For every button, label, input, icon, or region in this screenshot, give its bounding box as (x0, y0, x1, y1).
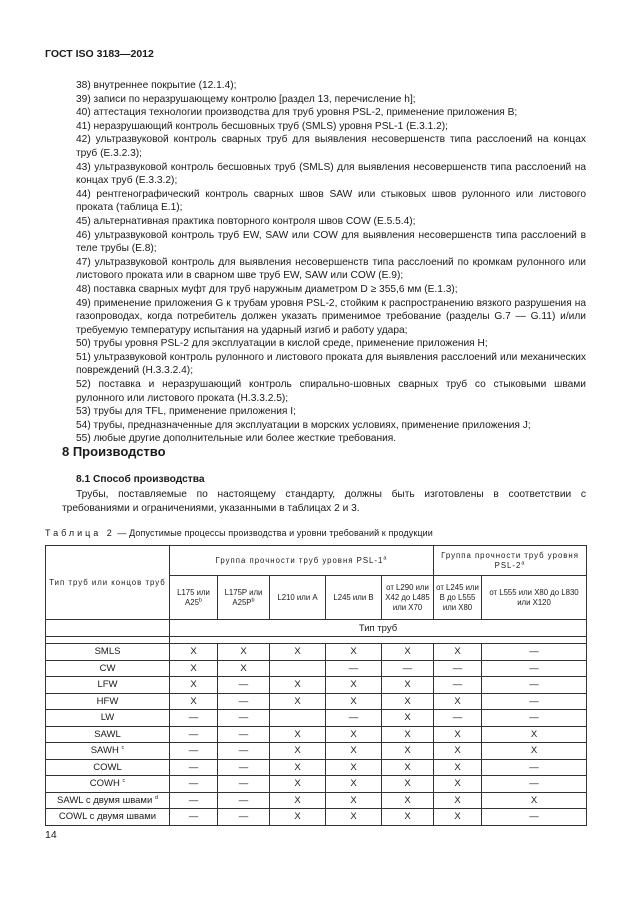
table-row (46, 792, 587, 809)
table-cell: X (326, 677, 382, 694)
table-cell: — (482, 759, 587, 776)
table-cell: X (434, 644, 482, 661)
table-cell: — (170, 710, 218, 727)
list-item: 48) поставка сварных муфт для труб наружным диаметром D ≥ 355,6 мм (E.1.3); (76, 283, 458, 295)
sub-header-text: от L245 или B до L555 или X80 (436, 582, 479, 612)
pipe-type-label: HFW (96, 695, 119, 707)
sub-header-text: L210 или A (277, 592, 318, 602)
table-cell: — (482, 693, 587, 710)
sub-header-text: от L555 или X80 до L830 или X120 (489, 587, 579, 607)
table-cell: X (382, 809, 434, 826)
table-cell: X (434, 693, 482, 710)
table-cell: — (218, 726, 270, 743)
table-cell: — (170, 809, 218, 826)
table-cell: — (326, 660, 382, 677)
table-cell: X (382, 644, 434, 661)
pipe-type-cell (46, 743, 170, 760)
list-item: 55) любые другие дополнительные или более жесткие требования. (76, 433, 397, 445)
table-cell: — (218, 677, 270, 694)
table-cell: X (482, 792, 587, 809)
table-cell: X (382, 726, 434, 743)
list-item: 41) неразрушающий контроль бесшовных труб (SMLS) уровня PSL-1 (E.3.1.2); (76, 120, 448, 132)
table-cell: X (326, 792, 382, 809)
pipe-type-cell (46, 759, 170, 776)
table-cell: — (482, 660, 587, 677)
table-cell (270, 660, 326, 677)
table-cell: X (382, 693, 434, 710)
pipe-type-cell (46, 693, 170, 710)
table-cell: — (382, 660, 434, 677)
sub-header-note: b (251, 596, 255, 603)
list-item: 54) трубы, предназначенные для эксплуатации в морских условиях, применение приложения J; (76, 419, 531, 431)
table-cell: X (170, 644, 218, 661)
table-cell: X (382, 743, 434, 760)
pipe-type-label: SMLS (94, 646, 121, 658)
psl2-header-text: Группа прочности труб уровня PSL-2 (441, 550, 579, 570)
table-cell: X (326, 809, 382, 826)
list-item: 47) ультразвуковой контроль для выявления несовершенств типа расслоений по кромкам рулонного или листового проката или в сварном шве труб EW, SAW или COW (E.9); (76, 256, 586, 282)
document-header: ГОСТ ISO 3183—2012 (45, 48, 154, 60)
sub-header-text: L175P или A25P (224, 587, 263, 607)
list-item: 38) внутреннее покрытие (12.1.4); (76, 80, 237, 91)
page-number: 14 (45, 829, 57, 841)
subhead-empty-cell (46, 620, 170, 637)
table-cell: X (326, 693, 382, 710)
pipe-type-label: COWH (89, 778, 120, 790)
pipe-type-label: COWL с двумя швами (58, 811, 157, 823)
table-cell: X (434, 726, 482, 743)
list-item: 51) ультразвуковой контроль рулонного и листового проката для выявления расслоений или механических повреждений (H.3.3.2.4); (76, 351, 586, 377)
table-cell: X (434, 776, 482, 793)
production-table (45, 545, 587, 826)
table-cell: — (482, 809, 587, 826)
sub-header-cell (482, 576, 587, 620)
subhead-label: Тип труб (170, 620, 587, 637)
sub-header-cell (434, 576, 482, 620)
list-item: 45) альтернативная практика повторного контроля швов COW (E.5.5.4); (76, 215, 416, 227)
list-item: 52) поставка и неразрушающий контроль спирально-шовных сварных труб со стыковыми швами рулонного или листового проката (H.3.3.2.5); (76, 379, 586, 404)
table-cell (270, 710, 326, 727)
table-cell: X (170, 677, 218, 694)
table-cell: X (270, 677, 326, 694)
table-cell: X (270, 644, 326, 661)
table-cell: X (482, 743, 587, 760)
table-cell: X (382, 677, 434, 694)
table-cell: — (218, 759, 270, 776)
table-cell: — (326, 710, 382, 727)
table-cell: X (270, 743, 326, 760)
table-cell: — (482, 776, 587, 793)
table-caption (45, 528, 433, 538)
table-cell: X (270, 809, 326, 826)
table-row (46, 677, 587, 694)
col-header-type: Тип труб или концов труб (46, 546, 170, 620)
pipe-type-cell (46, 660, 170, 677)
table-cell: — (218, 809, 270, 826)
table-row (46, 710, 587, 727)
table-cell: X (382, 776, 434, 793)
list-item: 40) аттестация технологии производства для труб уровня PSL-2, применение приложения B; (76, 107, 518, 119)
table-cell: — (434, 660, 482, 677)
gap-row (46, 637, 587, 644)
pipe-type-cell (46, 809, 170, 826)
list-item: 49) применение приложения G к трубам уровня PSL-2, стойким к распространению вязкого разрушения на газопроводах, когда потребитель должен указать применимое требование (разделы G.7 — G.11) и/или требуемую температуру испытания на ударный изгиб и работу удара; (76, 297, 586, 336)
list-item: 39) записи по неразрушающему контролю [раздел 13, перечисление h]; (76, 93, 416, 105)
subsection-title: 8.1 Способ производства (76, 474, 205, 485)
pipe-type-label: LW (100, 712, 115, 724)
table-row (46, 693, 587, 710)
table-cell: X (270, 693, 326, 710)
table-cell: X (326, 743, 382, 760)
table-row (46, 644, 587, 661)
table-cell: X (270, 792, 326, 809)
table-cell: X (170, 693, 218, 710)
table-cell: X (326, 726, 382, 743)
sub-header-cell (382, 576, 434, 620)
sub-header-text: от L290 или X42 до L485 или X70 (385, 582, 430, 612)
table-cell: X (382, 759, 434, 776)
table-cell: X (482, 726, 587, 743)
pipe-type-label: SAWL с двумя швами (57, 794, 153, 806)
pipe-type-cell (46, 792, 170, 809)
list-item: 46) ультразвуковой контроль труб EW, SAW или COW для выявления несовершенств типа расслоений в теле трубы (E.8); (76, 229, 586, 255)
body-paragraph: Трубы, поставляемые по настоящему стандарту, должны быть изготовлены в соответствии с требованиями и ограничениями, указанными в таблицах 2 и 3. (62, 489, 586, 514)
table-cell: X (326, 644, 382, 661)
gap-cell (46, 637, 170, 644)
col-header-psl2 (434, 546, 587, 576)
table-cell: — (170, 759, 218, 776)
table-cell: — (434, 710, 482, 727)
table-cell: — (170, 743, 218, 760)
pipe-type-label: LFW (97, 679, 118, 691)
table-cell: — (218, 776, 270, 793)
list-item: 42) ультразвуковой контроль сварных труб для выявления несовершенств типа расслоений на концах труб (E.3.2.3); (76, 134, 586, 159)
pipe-type-cell (46, 710, 170, 727)
sub-header-cell (326, 576, 382, 620)
pipe-type-cell (46, 776, 170, 793)
requirements-list (76, 79, 586, 446)
table-row (46, 776, 587, 793)
sub-header-cell (170, 576, 218, 620)
table-cell: X (326, 776, 382, 793)
table-cell: — (170, 776, 218, 793)
list-item: 43) ультразвуковой контроль бесшовных труб (SMLS) для выявления несовершенств типа расслоений на концах труб (E.3.3.2); (76, 161, 586, 187)
pipe-type-cell (46, 726, 170, 743)
psl1-header-text: Группа прочности труб уровня PSL-1 (215, 555, 384, 565)
table-caption-text: — Допустимые процессы производства и уровни требований к продукции (114, 528, 433, 538)
pipe-type-note: c (121, 745, 125, 752)
psl1-note: a (383, 554, 388, 561)
table-cell: — (218, 710, 270, 727)
subhead-row (46, 620, 587, 637)
sub-header-text: L175 или A25 (177, 587, 210, 607)
sub-header-note: b (198, 596, 202, 603)
pipe-type-cell (46, 644, 170, 661)
table-cell: X (382, 710, 434, 727)
table-cell: X (434, 743, 482, 760)
section-title: 8 Производство (62, 444, 166, 459)
pipe-type-cell (46, 677, 170, 694)
sub-header-text: L245 или B (333, 592, 374, 602)
table-row (46, 660, 587, 677)
col-header-psl1 (170, 546, 434, 576)
table-cell: — (482, 644, 587, 661)
table-row (46, 759, 587, 776)
table-cell: — (170, 726, 218, 743)
table-cell: — (218, 792, 270, 809)
table-cell: X (170, 660, 218, 677)
list-item: 44) рентгенографический контроль сварных швов SAW или стыковых швов рулонного или листового проката (таблица E.1); (76, 188, 586, 214)
table-cell: X (326, 759, 382, 776)
table-cell: X (218, 660, 270, 677)
table-row (46, 726, 587, 743)
gap-cell (170, 637, 587, 644)
table-cell: X (218, 644, 270, 661)
table-cell: — (482, 677, 587, 694)
table-cell: — (434, 677, 482, 694)
table-cell: — (170, 792, 218, 809)
table-cell: X (270, 776, 326, 793)
table-cell: X (434, 759, 482, 776)
table-cell: X (382, 792, 434, 809)
table-row (46, 743, 587, 760)
table-cell: X (270, 759, 326, 776)
list-item: 53) трубы для TFL, применение приложения I; (76, 406, 296, 418)
pipe-type-note: c (122, 778, 126, 785)
pipe-type-label: SAWL (94, 728, 121, 740)
table-cell: — (218, 743, 270, 760)
table-cell: X (434, 809, 482, 826)
table-cell: X (270, 726, 326, 743)
pipe-type-note: d (154, 794, 158, 801)
sub-header-cell (270, 576, 326, 620)
table-row (46, 809, 587, 826)
pipe-type-label: SAWH (90, 745, 119, 757)
pipe-type-label: CW (99, 662, 116, 674)
pipe-type-label: COWL (93, 761, 122, 773)
list-item: 50) трубы уровня PSL-2 для эксплуатации в кислой среде, применение приложения H; (76, 338, 488, 350)
psl2-note: a (521, 559, 526, 566)
sub-header-cell (218, 576, 270, 620)
table-cell: X (434, 792, 482, 809)
table-caption-lead: Таблица 2 (45, 528, 115, 538)
table-cell: — (482, 710, 587, 727)
table-cell: — (218, 693, 270, 710)
